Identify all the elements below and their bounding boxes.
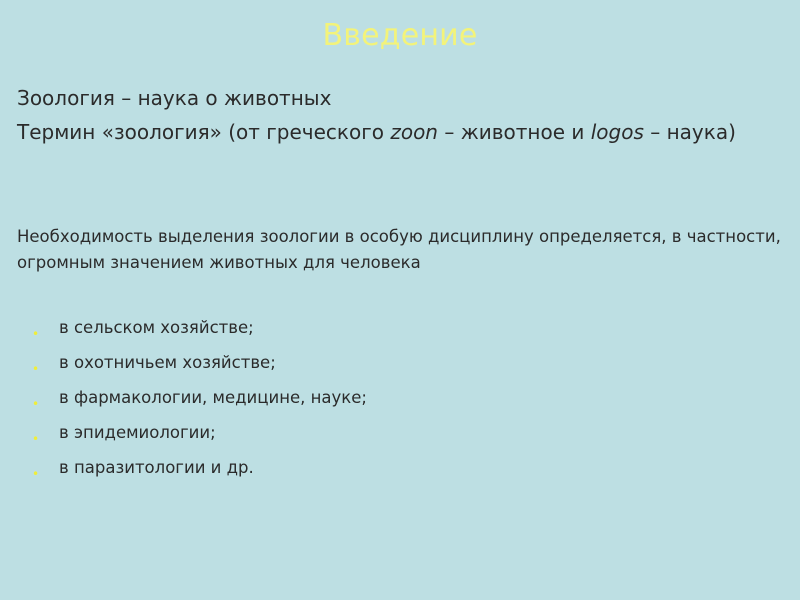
list-item bbox=[30, 350, 367, 385]
list-item bbox=[30, 455, 367, 490]
list-item-text: в паразитологии и др. bbox=[59, 458, 254, 477]
bullet-list bbox=[30, 315, 367, 490]
definition-line: Зоология – наука о животных bbox=[17, 86, 332, 110]
list-item-text: в сельском хозяйстве; bbox=[59, 318, 254, 337]
list-item bbox=[30, 315, 367, 350]
list-item-text: в фармакологии, медицине, науке; bbox=[59, 388, 367, 407]
term-logos: logos bbox=[590, 120, 644, 144]
bullet-icon: • bbox=[32, 432, 40, 446]
list-item-text: в эпидемиологии; bbox=[59, 423, 216, 442]
term-text-part1: Термин «зоология» (от греческого bbox=[17, 120, 391, 144]
bullet-icon: • bbox=[32, 327, 40, 341]
importance-paragraph: Необходимость выделения зоологии в особую дисциплину определяется, в частности, огромным значением животных для человека bbox=[17, 227, 781, 272]
list-item bbox=[30, 385, 367, 420]
term-zoon: zoon bbox=[390, 120, 438, 144]
bullet-icon: • bbox=[32, 362, 40, 376]
slide-title: Введение bbox=[322, 18, 478, 53]
term-etymology-line bbox=[17, 119, 787, 145]
list-item-text: в охотничьем хозяйстве; bbox=[59, 353, 276, 372]
term-text-part2: – животное и bbox=[437, 120, 591, 144]
bullet-icon: • bbox=[32, 397, 40, 411]
bullet-icon: • bbox=[32, 467, 40, 481]
list-item bbox=[30, 420, 367, 455]
term-text-part3: – наука) bbox=[643, 120, 736, 144]
